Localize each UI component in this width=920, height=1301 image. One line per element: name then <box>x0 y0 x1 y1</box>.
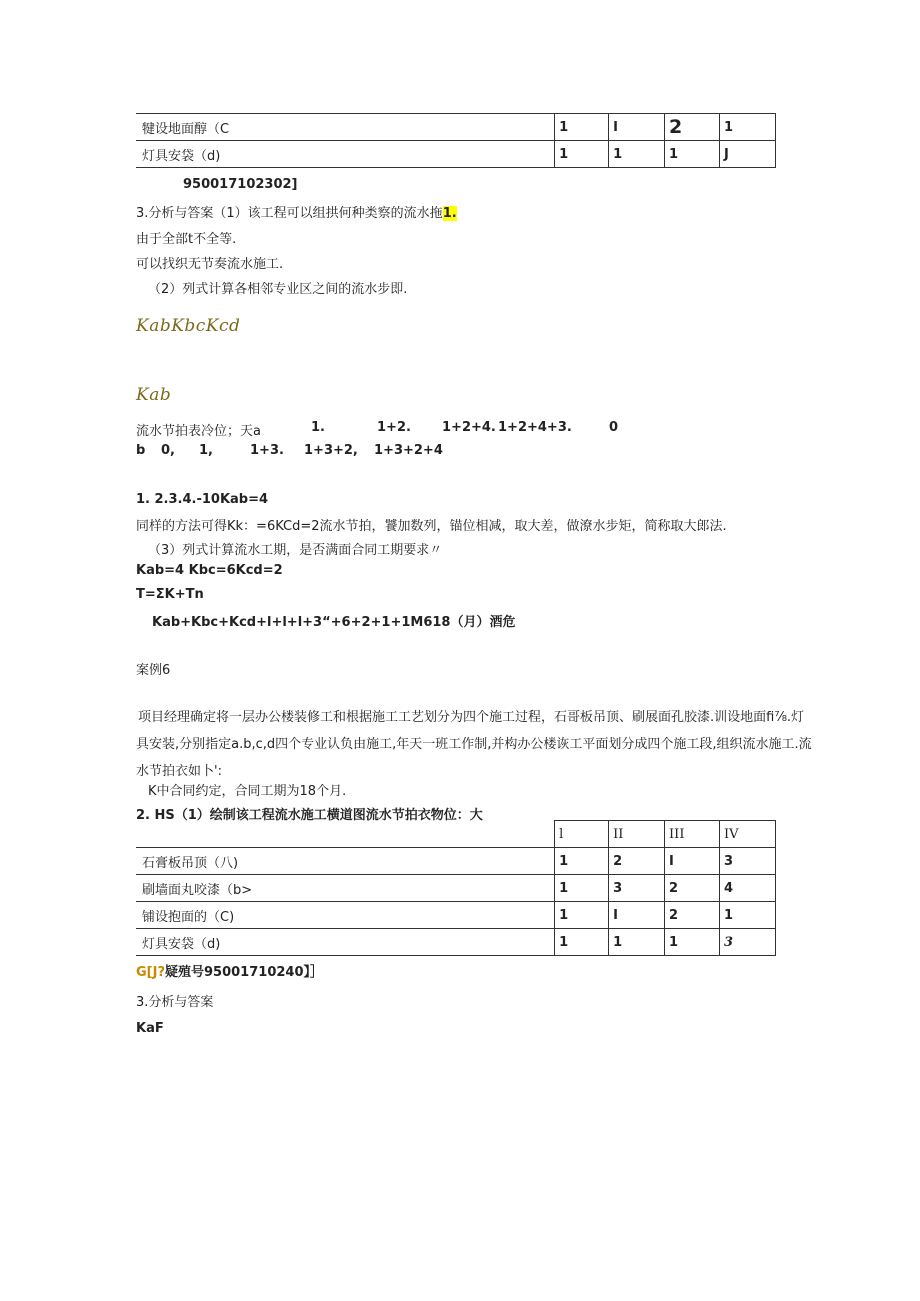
table-cell: 1 <box>555 929 609 956</box>
highlighted-number: 1. <box>442 206 457 221</box>
header-blank <box>136 821 555 848</box>
table-cell: 2 <box>609 848 665 875</box>
sequence-value: 1+3. <box>250 443 284 458</box>
column-header: IV <box>720 821 776 848</box>
table-cell: 2 <box>665 875 720 902</box>
organize-line: 可以找织无节奏流水施工. <box>136 257 284 272</box>
reference-number: 950017102302] <box>183 177 298 192</box>
case-title: 案例6 <box>136 663 171 678</box>
same-method-line <box>136 515 727 534</box>
k-values-line: Kab=4 Kbc=6Kcd=2 <box>136 563 283 578</box>
table-cell: 1 <box>609 141 665 168</box>
table-cell: J <box>720 141 776 168</box>
process-name: 刷墙面丸咬漆（b> <box>136 875 555 902</box>
table-row <box>136 114 776 141</box>
sequence-value: 1+2. <box>377 420 411 435</box>
sequence-value: 1. <box>311 420 325 435</box>
table-cell: 1 <box>555 848 609 875</box>
kaf-label: KaF <box>136 1021 164 1036</box>
question-3: （3）列式计算流水工期，是否满面合同工期要求〃 <box>148 543 443 558</box>
sequence-label: 流水节拍表冷位；天a <box>136 424 261 439</box>
table-cell: 1 <box>665 929 720 956</box>
table-row <box>136 902 776 929</box>
sequence-value: 0 <box>609 420 619 435</box>
table-row <box>136 929 776 956</box>
column-header: III <box>665 821 720 848</box>
table-row <box>136 875 776 902</box>
formula-kab: Kab <box>136 385 172 405</box>
sequence-value: 1+3+2, <box>304 443 358 458</box>
column-header: l <box>555 821 609 848</box>
sequence-label-b: b <box>136 443 146 458</box>
table-cell: 2 <box>665 902 720 929</box>
table-row <box>136 141 776 168</box>
reason-line: 由于全部t不全等. <box>136 232 237 247</box>
t-calculation-line: Kab+Kbc+Kcd+l+l+l+3“+6+2+1+1M618（月）酒危 <box>152 615 516 630</box>
process-name: 灯具安袋（d) <box>136 929 555 956</box>
table-cell: 1 <box>555 141 609 168</box>
same-method-text: 同样的方法可得Kk：=6KCd=2流水节拍，饕加数列，锚位相减，取大差，做潦水步矩，简称取大郎法. <box>136 519 727 534</box>
sequence-row-a <box>136 420 261 439</box>
section-title <box>136 202 457 221</box>
reference-prefix: G[J? <box>136 965 165 980</box>
process-name: 犍设地面醇（C <box>136 114 555 141</box>
table-header-row <box>136 821 776 848</box>
table-cell: I <box>609 114 665 141</box>
contract-line: K中合同约定，合同工期为18个月. <box>148 784 347 799</box>
sequence-value: 1, <box>199 443 213 458</box>
table-top <box>136 113 776 168</box>
process-name: 石膏板吊顶（八) <box>136 848 555 875</box>
table-cell: 1 <box>555 902 609 929</box>
case-paragraph-text: 项目经理确定将一层办公楼装修工和根据施工工艺划分为四个施工过程，石哥板吊顶、刷展面孔胶漆.训设地面fi⅞.灯具安装,分别指定a.b,c,d四个专业认负由施工,年天一班工作制,并构办公楼诙工平面划分成四个施工段,组织流水施工.流水节拍衣如卜': <box>136 710 812 779</box>
question-2: （2）列式计算各相邻专业区之间的流水步即. <box>148 282 408 297</box>
hs-line: 2. HS（1）绘制该工程流水施工横道图流水节拍衣物位：大 <box>136 808 483 823</box>
table-cell: 3 <box>609 875 665 902</box>
section-title-text: 3.分析与答案（1）该工程可以组拱何种类察的流水拖 <box>136 206 443 221</box>
table-cell: 1 <box>555 875 609 902</box>
formula-kab-kbc-kcd: KabKbcKcd <box>136 316 241 336</box>
table-cell: 1 <box>555 114 609 141</box>
reference-number: 疑殖号95001710240】］ <box>165 965 323 980</box>
table-cell: 4 <box>720 875 776 902</box>
difference-line: 1. 2.3.4.-10Kab=4 <box>136 492 269 507</box>
t-formula-line: T=ΣK+Tn <box>136 587 204 602</box>
sequence-value: 0, <box>161 443 175 458</box>
column-header: II <box>609 821 665 848</box>
table-cell: 1 <box>720 114 776 141</box>
sequence-value: 1+3+2+4 <box>374 443 443 458</box>
sequence-value: 1+2+4. <box>442 420 496 435</box>
answer-title: 3.分析与答案 <box>136 995 214 1010</box>
table-row <box>136 848 776 875</box>
table-cell: 1 <box>609 929 665 956</box>
reference-line-2 <box>136 961 323 980</box>
table-cell: 3 <box>720 848 776 875</box>
table-cell: 1 <box>665 141 720 168</box>
process-name: 铺设抱面的（C) <box>136 902 555 929</box>
case-paragraph <box>136 704 816 785</box>
table-cell: 2 <box>665 114 720 141</box>
sequence-value: 1+2+4+3. <box>498 420 572 435</box>
process-name: 灯具安袋（d) <box>136 141 555 168</box>
table-cell: I <box>609 902 665 929</box>
table-cell: 1 <box>720 902 776 929</box>
flow-beat-table <box>136 820 776 956</box>
table-cell: I <box>665 848 720 875</box>
table-cell: 3 <box>720 929 776 956</box>
